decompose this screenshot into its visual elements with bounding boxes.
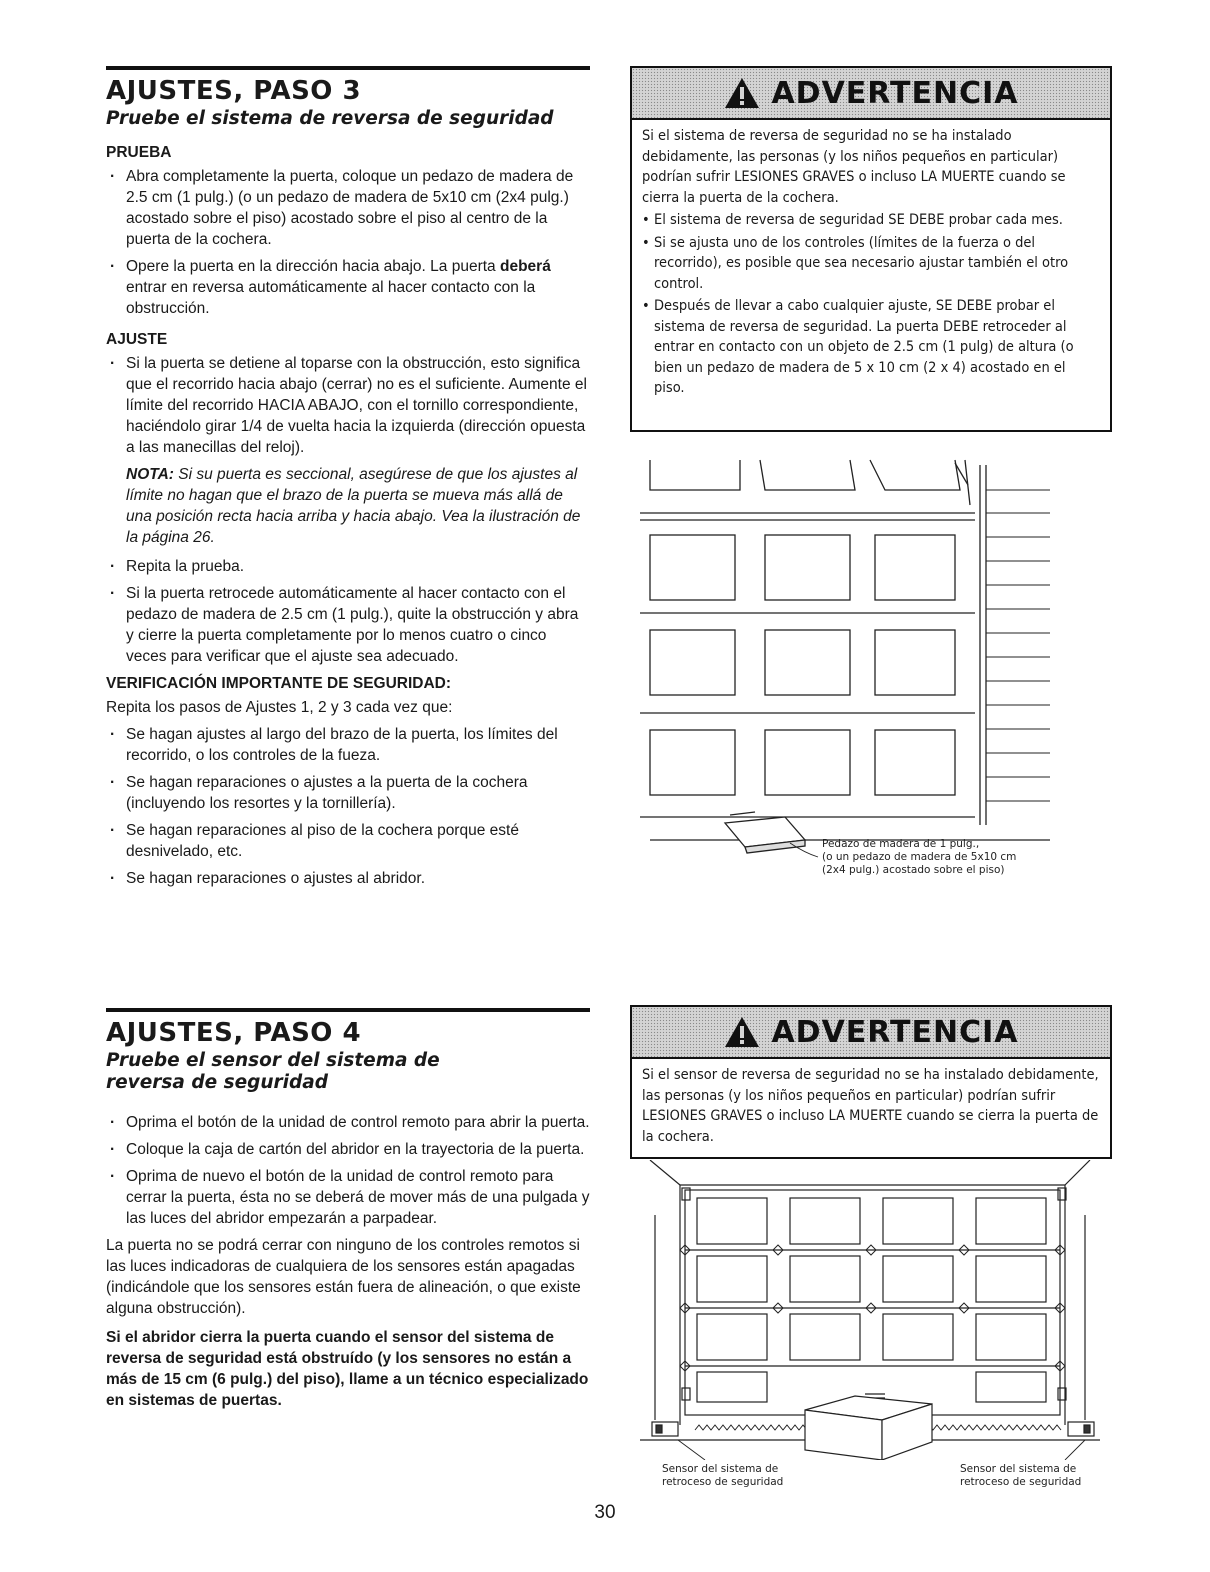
warning-box-1 <box>630 66 1112 432</box>
section-rule <box>106 66 590 70</box>
warning-triangle-icon <box>723 1015 761 1049</box>
warning-header <box>632 1007 1110 1059</box>
list-item: · Se hagan reparaciones o ajustes a la puerta de la cochera (incluyendo los resortes y la tornillería). <box>106 772 590 814</box>
garage-door-sensor-illustration <box>640 1160 1100 1460</box>
warning-title: ADVERTENCIA <box>771 1014 1019 1050</box>
list-item: · Se hagan reparaciones o ajustes al abridor. <box>106 868 590 889</box>
page-number: 30 <box>594 1502 616 1523</box>
ajuste-heading: AJUSTE <box>106 331 168 348</box>
warning-body: Si el sistema de reversa de seguridad no se ha instalado debidamente, las personas (y los niños pequeños en particular) podrían sufrir LESIONES GRAVES o incluso LA MUERTE cuando se cierra la puerta de la cochera. • El sistema de reversa de seguridad SE DEBE probar cada mes. • Si se ajusta uno de los controles (límites de la fuerza o del recorrido), es posible que sea necesario ajustar también el otro control. • Después de llevar a cabo cualquier ajuste, SE DEBE probar el sistema de reversa de seguridad. La puerta DEBE retroceder al entrar en contacto con un objeto de 2.5 cm (1 pulg) de altura (o bien un pedazo de madera de 5 x 10 cm (2 x 4) acostado en el piso. <box>632 120 1110 409</box>
list-item: · Coloque la caja de cartón del abridor en la trayectoria de la puerta. <box>106 1139 590 1160</box>
section-rule <box>106 1008 590 1012</box>
list-item: · Opere la puerta en la dirección hacia abajo. La puerta deberá entrar en reversa automáticamente al hacer contacto con la obstrucción. <box>106 256 590 319</box>
list-item: · Si la puerta retrocede automáticamente al hacer contacto con el pedazo de madera de 2.5 cm (1 pulg.), quite la obstrucción y abra y cierre la puerta completamente por lo menos cuatro o cinco veces para verificar que el ajuste sea adecuado. <box>106 583 590 667</box>
warning-title: ADVERTENCIA <box>771 75 1019 111</box>
right-sensor-caption: Sensor del sistema de retroceso de seguridad <box>960 1463 1082 1488</box>
list-item: · Abra completamente la puerta, coloque un pedazo de madera de 2.5 cm (1 pulg.) (o un pedazo de madera de 5x10 cm (2x4 pulg.) acostado sobre el piso) acostado sobre el piso al centro de la puerta de la cochera. <box>106 166 590 250</box>
verificacion-intro: Repita los pasos de Ajustes 1, 2 y 3 cada vez que: <box>106 699 453 716</box>
verificacion-list <box>106 724 590 889</box>
note: NOTA: Si su puerta es seccional, asegúrese de que los ajustes al límite no hagan que el brazo de la puerta se mueva más allá de una posición recta hacia arriba y hacia abajo. Vea la ilustración de la página 26. <box>126 466 581 546</box>
wood-block-caption: Pedazo de madera de 1 pulg., (o un pedazo de madera de 5x10 cm (2x4 pulg.) acostado sobre el piso) <box>822 838 1017 876</box>
step4-list <box>106 1112 590 1229</box>
warning-header <box>632 68 1110 120</box>
warning-triangle-icon <box>723 76 761 110</box>
prueba-list <box>106 166 590 319</box>
ajuste-list-cont <box>106 556 590 667</box>
step3-title: AJUSTES, PASO 3 <box>106 76 362 106</box>
prueba-heading: PRUEBA <box>106 144 172 161</box>
step4-subtitle: Pruebe el sensor del sistema de reversa de seguridad <box>106 1050 440 1093</box>
list-item: · Se hagan reparaciones al piso de la cochera porque esté desnivelado, etc. <box>106 820 590 862</box>
list-item: · Oprima el botón de la unidad de control remoto para abrir la puerta. <box>106 1112 590 1133</box>
ajuste-list <box>106 353 590 458</box>
garage-door-wood-block-illustration <box>630 445 1070 895</box>
warning-body: Si el sensor de reversa de seguridad no se ha instalado debidamente, las personas (y los niños pequeños en particular) podrían sufrir LESIONES GRAVES o incluso LA MUERTE cuando se cierra la puerta de la cochera. <box>642 1067 1099 1145</box>
warning-box-2 <box>630 1005 1112 1159</box>
step3-section <box>106 66 590 895</box>
step4-paragraph: La puerta no se podrá cerrar con ninguno de los controles remotos si las luces indicadoras de cualquiera de los sensores están apagadas (indicándole que los sensores están fuera de alineación, o que existe alguna obstrucción). <box>106 1237 581 1317</box>
list-item: · Si la puerta se detiene al toparse con la obstrucción, esto significa que el recorrido hacia abajo (cerrar) no es el suficiente. Aumente el límite del recorrido HACIA ABAJO, con el tornillo correspondiente, haciéndolo girar 1/4 de vuelta hacia la izquierda (dirección opuesta a las manecillas del reloj). <box>106 353 590 458</box>
step4-title: AJUSTES, PASO 4 <box>106 1018 362 1048</box>
step4-bold-paragraph: Si el abridor cierra la puerta cuando el sensor del sistema de reversa de seguridad está obstruído (y los sensores no están a más de 15 cm (6 pulg.) del piso), llame a un técnico especializado en sistemas de puertas. <box>106 1329 589 1409</box>
step4-section <box>106 1008 590 1411</box>
list-item: · Repita la prueba. <box>106 556 590 577</box>
step3-subtitle: Pruebe el sistema de reversa de seguridad <box>106 108 554 129</box>
verificacion-heading: VERIFICACIÓN IMPORTANTE DE SEGURIDAD: <box>106 675 452 692</box>
list-item: · Oprima de nuevo el botón de la unidad de control remoto para cerrar la puerta, ésta no se deberá de mover más de una pulgada y las luces del abridor empezarán a parpadear. <box>106 1166 590 1229</box>
left-sensor-caption: Sensor del sistema de retroceso de seguridad <box>662 1463 784 1488</box>
list-item: · Se hagan ajustes al largo del brazo de la puerta, los límites del recorrido, o los controles de la fueza. <box>106 724 590 766</box>
